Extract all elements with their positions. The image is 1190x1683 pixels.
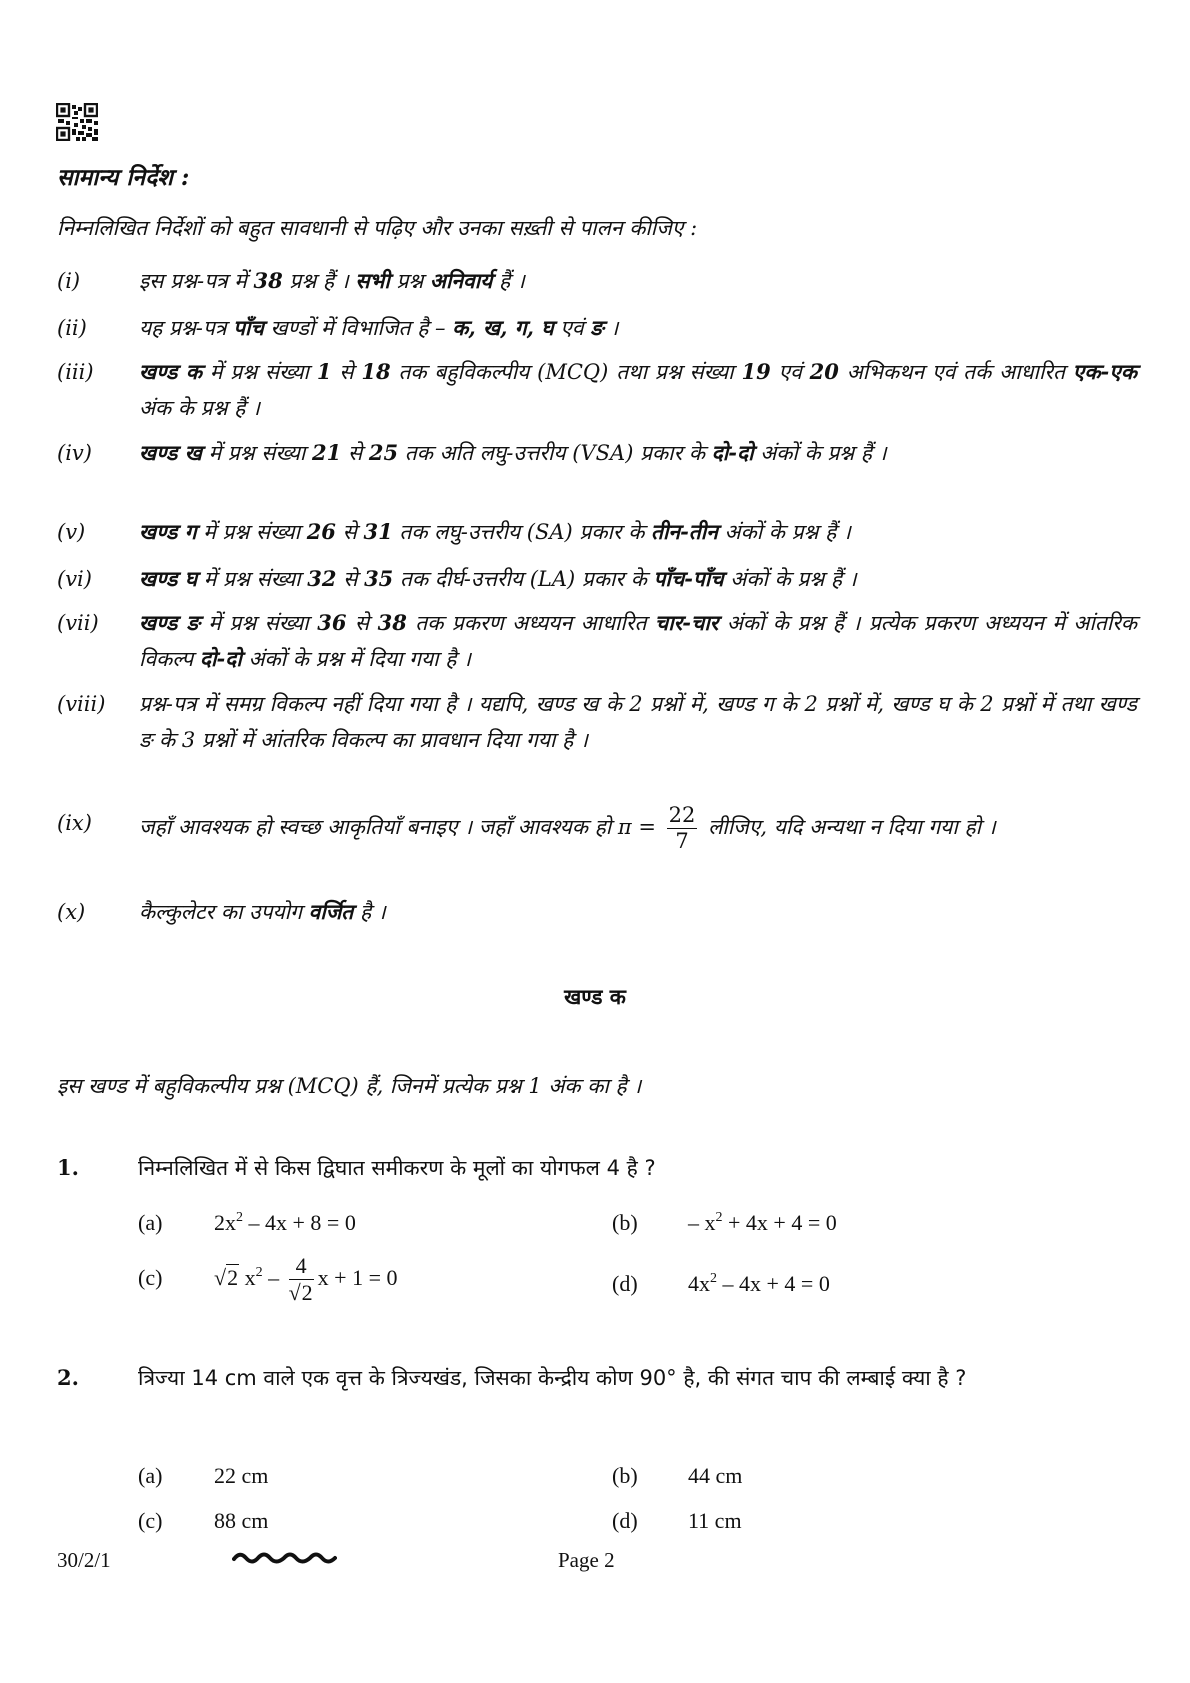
instruction-text: खण्ड घ में प्रश्न संख्या 32 से 35 तक दीर्घ-उत्तरीय (LA) प्रकार के पाँच-पाँच अंकों के प्रश्न हैं ।	[139, 566, 857, 591]
instruction-text: कैल्कुलेटर का उपयोग वर्जित है ।	[139, 899, 386, 924]
instruction-number: (vii)	[57, 611, 99, 635]
option-c[interactable]: (c) √2 $x^2$ – $\frac{4}{√2}$ x + 1 = 0	[138, 1253, 398, 1305]
option-c[interactable]: (c) 88 cm	[138, 1508, 269, 1533]
question-item	[57, 1360, 1137, 1396]
instruction-item	[57, 263, 1137, 299]
option-a[interactable]: (a) $2x^2 - 4x + 8 = 0$	[138, 1210, 356, 1235]
instruction-text: खण्ड क में प्रश्न संख्या 1 से 18 तक बहुविकल्पीय (MCQ) तथा प्रश्न संख्या 19 एवं 20 अभिकथन एवं तर्क आधारित एक-एक अंक के प्रश्न हैं ।	[139, 359, 1137, 420]
option-b[interactable]: $(b) - x^2 + 4x + 4 = 0$	[612, 1210, 837, 1235]
question-number: 2.	[57, 1365, 79, 1390]
instruction-number: (ii)	[57, 316, 87, 340]
option-a[interactable]: (a) 22 cm	[138, 1463, 269, 1488]
instruction-number: (iv)	[57, 441, 92, 465]
instruction-number: (viii)	[57, 692, 106, 716]
option-text: 44 cm	[688, 1463, 743, 1488]
option-text: 22 cm	[214, 1463, 269, 1488]
instruction-number: (i)	[57, 269, 81, 293]
instruction-item	[57, 514, 1137, 550]
instruction-number: (x)	[57, 900, 86, 924]
paper-code: 30/2/1	[57, 1548, 111, 1572]
tilde-wave-icon	[232, 1549, 337, 1567]
section-heading: खण्ड क	[564, 985, 626, 1009]
instruction-item	[57, 435, 1137, 471]
section-note: इस खण्ड में बहुविकल्पीय प्रश्न (MCQ) हैं, जिनमें प्रत्येक प्रश्न 1 अंक का है ।	[57, 1074, 642, 1098]
instruction-number: (v)	[57, 520, 86, 544]
instruction-item	[57, 686, 1137, 758]
instruction-text: खण्ड ङ में प्रश्न संख्या 36 से 38 तक प्रकरण अध्ययन आधारित चार-चार अंकों के प्रश्न हैं । प्रत्येक प्रकरण अध्ययन में आंतरिक विकल्प दो-दो अंकों के प्रश्न में दिया गया है ।	[139, 610, 1138, 671]
pi-fraction: $\frac{22}{7}$	[668, 803, 696, 853]
instruction-text: यह प्रश्न-पत्र पाँच खण्डों में विभाजित है – क, ख, ग, घ एवं ङ ।	[139, 315, 619, 340]
instruction-item	[57, 605, 1137, 677]
question-text: त्रिज्या 14 cm वाले एक वृत्त के त्रिज्यखंड, जिसका केन्द्रीय कोण 90° है, की संगत चाप की लम्बाई क्या है ?	[138, 1366, 967, 1390]
option-d[interactable]: (d) 11 cm	[612, 1508, 742, 1533]
option-text: 11 cm	[688, 1508, 742, 1533]
option-text: – $x^2 + 4x + 4 = 0$	[688, 1210, 837, 1235]
instruction-text: खण्ड ख में प्रश्न संख्या 21 से 25 तक अति लघु-उत्तरीय (VSA) प्रकार के दो-दो अंकों के प्रश्न हैं ।	[139, 440, 887, 465]
option-text: $4x^2 - 4x + 4 = 0$	[688, 1271, 830, 1296]
option-text: $2x^2 - 4x + 8 = 0$	[214, 1210, 356, 1235]
instruction-text: इस प्रश्न-पत्र में 38 प्रश्न हैं । सभी प्रश्न अनिवार्य हैं ।	[139, 268, 525, 293]
question-text: निम्नलिखित में से किस द्विघात समीकरण के मूलों का योगफल 4 है ?	[138, 1156, 656, 1180]
instructions-intro: निम्नलिखित निर्देशों को बहुत सावधानी से पढ़िए और उनका सख़्ती से पालन कीजिए :	[57, 216, 698, 240]
option-d[interactable]: (d) $4x^2 - 4x + 4 = 0$	[612, 1271, 830, 1296]
instruction-item	[57, 310, 1137, 346]
page-number: Page 2	[558, 1548, 615, 1572]
instruction-item	[57, 354, 1137, 426]
general-instructions-title: सामान्य निर्देश :	[57, 164, 190, 191]
instruction-text: जहाँ आवश्यक हो स्वच्छ आकृतियाँ बनाइए । जहाँ आवश्यक हो π = $\frac{22}{7}$ लीजिए, यदि अन्यथा न दिया गया हो ।	[139, 803, 996, 853]
option-text: 88 cm	[214, 1508, 269, 1533]
instruction-item	[57, 561, 1137, 597]
instruction-item	[57, 894, 1137, 930]
question-number: 1.	[57, 1155, 79, 1180]
option-text: √2 $x^2$ – $\frac{4}{√2}$ x + 1 = 0	[214, 1253, 398, 1305]
instruction-number: (iii)	[57, 360, 94, 384]
instruction-text: प्रश्न-पत्र में समग्र विकल्प नहीं दिया गया है । यद्यपि, खण्ड ख के 2 प्रश्नों में, खण्ड ग के 2 प्रश्नों में, खण्ड घ के 2 प्रश्नों में तथा खण्ड ङ के 3 प्रश्नों में आंतरिक विकल्प का प्रावधान दिया गया है ।	[139, 692, 1137, 752]
qr-code-icon	[56, 103, 98, 141]
instruction-item	[57, 805, 1137, 852]
option-b[interactable]: (b) 44 cm	[612, 1463, 743, 1488]
instruction-number: (ix)	[57, 811, 92, 835]
instruction-text: खण्ड ग में प्रश्न संख्या 26 से 31 तक लघु-उत्तरीय (SA) प्रकार के तीन-तीन अंकों के प्रश्न हैं ।	[139, 519, 851, 544]
question-item	[57, 1150, 1137, 1186]
instruction-number: (vi)	[57, 567, 92, 591]
